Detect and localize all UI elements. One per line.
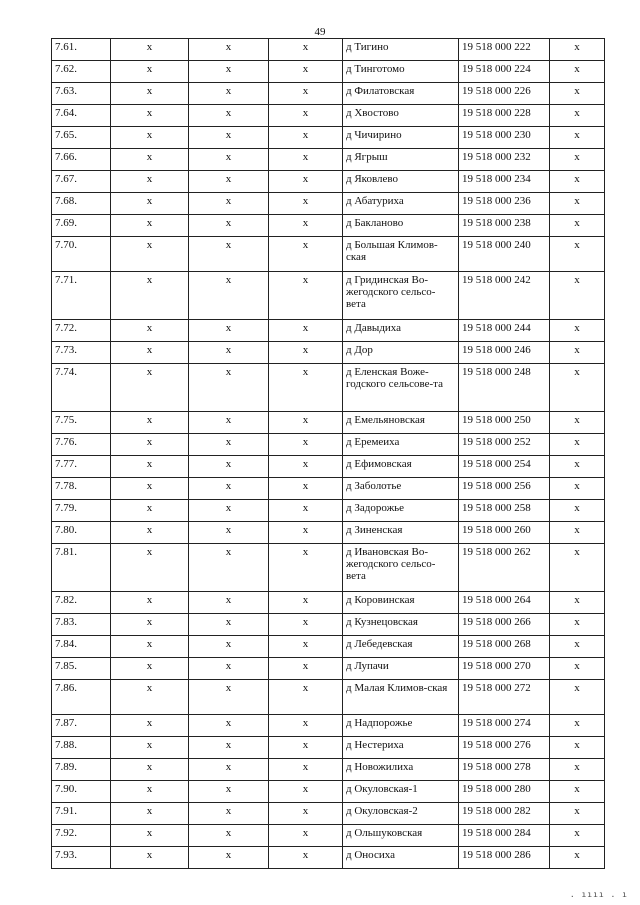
x-cell-4: x [550, 592, 605, 614]
row-number-cell: 7.76. [52, 434, 111, 456]
x-cell-2: x [189, 215, 269, 237]
oktmo-code-cell: 19 518 000 250 [459, 412, 550, 434]
x-cell-4: x [550, 759, 605, 781]
settlement-name-cell: д Большая Климов-ская [343, 237, 459, 272]
x-cell-1: x [111, 803, 189, 825]
x-cell-1: x [111, 759, 189, 781]
oktmo-code-cell: 19 518 000 256 [459, 478, 550, 500]
x-cell-3: x [269, 83, 343, 105]
settlement-name-cell: д Оносиха [343, 847, 459, 869]
x-cell-4: x [550, 342, 605, 364]
settlement-name-cell: д Тигино [343, 39, 459, 61]
page-number: 49 [314, 26, 326, 38]
settlement-name-cell: д Нестериха [343, 737, 459, 759]
x-cell-3: x [269, 215, 343, 237]
oktmo-code-cell: 19 518 000 258 [459, 500, 550, 522]
settlement-name-cell: д Еремеиха [343, 434, 459, 456]
row-number-cell: 7.66. [52, 149, 111, 171]
settlement-name-cell: д Чичирино [343, 127, 459, 149]
x-cell-2: x [189, 342, 269, 364]
x-cell-4: x [550, 636, 605, 658]
x-cell-4: x [550, 825, 605, 847]
x-cell-2: x [189, 61, 269, 83]
row-number-cell: 7.88. [52, 737, 111, 759]
settlement-name-cell: д Еленская Воже-годского сельсове-та [343, 364, 459, 412]
settlement-name-cell: д Давыдиха [343, 320, 459, 342]
x-cell-1: x [111, 522, 189, 544]
oktmo-code-cell: 19 518 000 238 [459, 215, 550, 237]
x-cell-1: x [111, 478, 189, 500]
oktmo-code-cell: 19 518 000 246 [459, 342, 550, 364]
x-cell-2: x [189, 500, 269, 522]
table-row [52, 658, 605, 680]
x-cell-2: x [189, 478, 269, 500]
oktmo-code-cell: 19 518 000 248 [459, 364, 550, 412]
x-cell-1: x [111, 320, 189, 342]
x-cell-4: x [550, 83, 605, 105]
x-cell-4: x [550, 715, 605, 737]
x-cell-3: x [269, 715, 343, 737]
oktmo-code-cell: 19 518 000 234 [459, 171, 550, 193]
x-cell-1: x [111, 412, 189, 434]
x-cell-4: x [550, 544, 605, 592]
settlement-name-cell: д Ягрыш [343, 149, 459, 171]
x-cell-2: x [189, 825, 269, 847]
row-number-cell: 7.62. [52, 61, 111, 83]
x-cell-3: x [269, 127, 343, 149]
x-cell-2: x [189, 364, 269, 412]
x-cell-4: x [550, 237, 605, 272]
oktmo-code-cell: 19 518 000 260 [459, 522, 550, 544]
row-number-cell: 7.93. [52, 847, 111, 869]
x-cell-4: x [550, 658, 605, 680]
row-number-cell: 7.90. [52, 781, 111, 803]
table-row [52, 737, 605, 759]
settlement-name-cell: д Ольшуковская [343, 825, 459, 847]
x-cell-4: x [550, 847, 605, 869]
x-cell-4: x [550, 614, 605, 636]
x-cell-3: x [269, 149, 343, 171]
table-row [52, 83, 605, 105]
x-cell-2: x [189, 636, 269, 658]
oktmo-code-cell: 19 518 000 240 [459, 237, 550, 272]
table-row [52, 825, 605, 847]
x-cell-2: x [189, 614, 269, 636]
x-cell-4: x [550, 320, 605, 342]
row-number-cell: 7.80. [52, 522, 111, 544]
table-row [52, 61, 605, 83]
x-cell-3: x [269, 478, 343, 500]
x-cell-3: x [269, 39, 343, 61]
table-row [52, 781, 605, 803]
table-row [52, 522, 605, 544]
x-cell-1: x [111, 737, 189, 759]
x-cell-4: x [550, 193, 605, 215]
row-number-cell: 7.61. [52, 39, 111, 61]
settlement-name-cell: д Кузнецовская [343, 614, 459, 636]
row-number-cell: 7.87. [52, 715, 111, 737]
x-cell-4: x [550, 215, 605, 237]
oktmo-code-cell: 19 518 000 268 [459, 636, 550, 658]
x-cell-4: x [550, 105, 605, 127]
x-cell-2: x [189, 456, 269, 478]
oktmo-code-cell: 19 518 000 262 [459, 544, 550, 592]
x-cell-3: x [269, 364, 343, 412]
oktmo-code-cell: 19 518 000 270 [459, 658, 550, 680]
settlement-name-cell: д Лупачи [343, 658, 459, 680]
settlement-name-cell: д Абатуриха [343, 193, 459, 215]
x-cell-3: x [269, 614, 343, 636]
table-row [52, 39, 605, 61]
oktmo-code-cell: 19 518 000 224 [459, 61, 550, 83]
x-cell-1: x [111, 272, 189, 320]
x-cell-3: x [269, 105, 343, 127]
settlement-name-cell: д Хвостово [343, 105, 459, 127]
table-row [52, 478, 605, 500]
oktmo-code-cell: 19 518 000 222 [459, 39, 550, 61]
x-cell-1: x [111, 456, 189, 478]
settlement-name-cell: д Лебедевская [343, 636, 459, 658]
x-cell-2: x [189, 127, 269, 149]
x-cell-2: x [189, 171, 269, 193]
oktmo-code-cell: 19 518 000 284 [459, 825, 550, 847]
x-cell-2: x [189, 434, 269, 456]
x-cell-3: x [269, 320, 343, 342]
table-body [52, 39, 605, 869]
row-number-cell: 7.69. [52, 215, 111, 237]
x-cell-3: x [269, 237, 343, 272]
row-number-cell: 7.85. [52, 658, 111, 680]
table-row [52, 215, 605, 237]
table-row [52, 171, 605, 193]
x-cell-3: x [269, 171, 343, 193]
x-cell-4: x [550, 522, 605, 544]
oktmo-code-cell: 19 518 000 280 [459, 781, 550, 803]
oktmo-code-cell: 19 518 000 232 [459, 149, 550, 171]
row-number-cell: 7.83. [52, 614, 111, 636]
x-cell-3: x [269, 847, 343, 869]
x-cell-2: x [189, 592, 269, 614]
row-number-cell: 7.92. [52, 825, 111, 847]
oktmo-code-cell: 19 518 000 286 [459, 847, 550, 869]
x-cell-1: x [111, 193, 189, 215]
row-number-cell: 7.64. [52, 105, 111, 127]
settlement-name-cell: д Ефимовская [343, 456, 459, 478]
row-number-cell: 7.63. [52, 83, 111, 105]
x-cell-2: x [189, 759, 269, 781]
settlements-table [51, 38, 605, 869]
table-row [52, 715, 605, 737]
x-cell-3: x [269, 636, 343, 658]
x-cell-1: x [111, 215, 189, 237]
x-cell-1: x [111, 342, 189, 364]
x-cell-2: x [189, 412, 269, 434]
row-number-cell: 7.65. [52, 127, 111, 149]
x-cell-1: x [111, 680, 189, 715]
x-cell-3: x [269, 737, 343, 759]
x-cell-1: x [111, 636, 189, 658]
table-row [52, 847, 605, 869]
oktmo-code-cell: 19 518 000 276 [459, 737, 550, 759]
x-cell-3: x [269, 434, 343, 456]
settlement-name-cell: д Бакланово [343, 215, 459, 237]
oktmo-code-cell: 19 518 000 266 [459, 614, 550, 636]
row-number-cell: 7.73. [52, 342, 111, 364]
x-cell-1: x [111, 847, 189, 869]
settlement-name-cell: д Заболотье [343, 478, 459, 500]
row-number-cell: 7.82. [52, 592, 111, 614]
settlement-name-cell: д Окуловская-2 [343, 803, 459, 825]
x-cell-1: x [111, 658, 189, 680]
x-cell-2: x [189, 544, 269, 592]
row-number-cell: 7.67. [52, 171, 111, 193]
x-cell-4: x [550, 434, 605, 456]
x-cell-1: x [111, 434, 189, 456]
row-number-cell: 7.78. [52, 478, 111, 500]
x-cell-2: x [189, 105, 269, 127]
x-cell-2: x [189, 83, 269, 105]
x-cell-4: x [550, 500, 605, 522]
x-cell-4: x [550, 364, 605, 412]
x-cell-3: x [269, 61, 343, 83]
table-row [52, 456, 605, 478]
row-number-cell: 7.84. [52, 636, 111, 658]
table-row [52, 544, 605, 592]
settlement-name-cell: д Новожилиха [343, 759, 459, 781]
x-cell-2: x [189, 193, 269, 215]
x-cell-1: x [111, 105, 189, 127]
x-cell-3: x [269, 680, 343, 715]
x-cell-2: x [189, 658, 269, 680]
table-row [52, 364, 605, 412]
x-cell-1: x [111, 825, 189, 847]
x-cell-4: x [550, 61, 605, 83]
x-cell-4: x [550, 456, 605, 478]
x-cell-4: x [550, 737, 605, 759]
settlement-name-cell: д Коровинская [343, 592, 459, 614]
x-cell-4: x [550, 149, 605, 171]
x-cell-2: x [189, 237, 269, 272]
oktmo-code-cell: 19 518 000 272 [459, 680, 550, 715]
table-row [52, 500, 605, 522]
scan-mark: . ıııı . ı [569, 890, 628, 899]
table-row [52, 320, 605, 342]
x-cell-2: x [189, 781, 269, 803]
x-cell-4: x [550, 478, 605, 500]
oktmo-code-cell: 19 518 000 230 [459, 127, 550, 149]
x-cell-2: x [189, 320, 269, 342]
x-cell-1: x [111, 364, 189, 412]
x-cell-2: x [189, 803, 269, 825]
settlement-name-cell: д Филатовская [343, 83, 459, 105]
x-cell-3: x [269, 342, 343, 364]
table-row [52, 342, 605, 364]
settlement-name-cell: д Дор [343, 342, 459, 364]
x-cell-1: x [111, 614, 189, 636]
oktmo-code-cell: 19 518 000 236 [459, 193, 550, 215]
x-cell-2: x [189, 39, 269, 61]
x-cell-3: x [269, 456, 343, 478]
row-number-cell: 7.71. [52, 272, 111, 320]
settlement-name-cell: д Ивановская Во-жегодского сельсо-вета [343, 544, 459, 592]
x-cell-3: x [269, 522, 343, 544]
row-number-cell: 7.77. [52, 456, 111, 478]
row-number-cell: 7.75. [52, 412, 111, 434]
x-cell-1: x [111, 592, 189, 614]
x-cell-1: x [111, 61, 189, 83]
row-number-cell: 7.91. [52, 803, 111, 825]
settlement-name-cell: д Надпорожье [343, 715, 459, 737]
x-cell-1: x [111, 149, 189, 171]
x-cell-3: x [269, 193, 343, 215]
table-row [52, 105, 605, 127]
x-cell-3: x [269, 781, 343, 803]
row-number-cell: 7.74. [52, 364, 111, 412]
x-cell-4: x [550, 171, 605, 193]
x-cell-1: x [111, 544, 189, 592]
x-cell-3: x [269, 500, 343, 522]
settlement-name-cell: д Зиненская [343, 522, 459, 544]
x-cell-3: x [269, 759, 343, 781]
x-cell-3: x [269, 803, 343, 825]
settlement-name-cell: д Тинготомо [343, 61, 459, 83]
oktmo-code-cell: 19 518 000 254 [459, 456, 550, 478]
x-cell-1: x [111, 171, 189, 193]
settlement-name-cell: д Задорожье [343, 500, 459, 522]
row-number-cell: 7.79. [52, 500, 111, 522]
x-cell-3: x [269, 658, 343, 680]
x-cell-1: x [111, 83, 189, 105]
settlement-name-cell: д Яковлево [343, 171, 459, 193]
oktmo-code-cell: 19 518 000 244 [459, 320, 550, 342]
x-cell-1: x [111, 500, 189, 522]
table-row [52, 434, 605, 456]
row-number-cell: 7.72. [52, 320, 111, 342]
x-cell-4: x [550, 781, 605, 803]
x-cell-2: x [189, 149, 269, 171]
row-number-cell: 7.68. [52, 193, 111, 215]
table-row [52, 592, 605, 614]
table-row [52, 237, 605, 272]
x-cell-3: x [269, 544, 343, 592]
x-cell-2: x [189, 737, 269, 759]
x-cell-1: x [111, 127, 189, 149]
oktmo-code-cell: 19 518 000 274 [459, 715, 550, 737]
settlement-name-cell: д Окуловская-1 [343, 781, 459, 803]
table-row [52, 193, 605, 215]
oktmo-code-cell: 19 518 000 264 [459, 592, 550, 614]
row-number-cell: 7.81. [52, 544, 111, 592]
x-cell-3: x [269, 272, 343, 320]
table-row [52, 759, 605, 781]
x-cell-2: x [189, 847, 269, 869]
x-cell-2: x [189, 680, 269, 715]
oktmo-code-cell: 19 518 000 252 [459, 434, 550, 456]
table-row [52, 803, 605, 825]
table-row [52, 127, 605, 149]
x-cell-4: x [550, 272, 605, 320]
row-number-cell: 7.86. [52, 680, 111, 715]
x-cell-1: x [111, 39, 189, 61]
x-cell-3: x [269, 592, 343, 614]
x-cell-1: x [111, 237, 189, 272]
settlement-name-cell: д Емельяновская [343, 412, 459, 434]
x-cell-4: x [550, 803, 605, 825]
x-cell-4: x [550, 127, 605, 149]
settlement-name-cell: д Малая Климов-ская [343, 680, 459, 715]
x-cell-2: x [189, 272, 269, 320]
x-cell-3: x [269, 412, 343, 434]
settlement-name-cell: д Гридинская Во-жегодского сельсо-вета [343, 272, 459, 320]
x-cell-1: x [111, 715, 189, 737]
x-cell-1: x [111, 781, 189, 803]
oktmo-code-cell: 19 518 000 228 [459, 105, 550, 127]
table-row [52, 149, 605, 171]
x-cell-2: x [189, 715, 269, 737]
oktmo-code-cell: 19 518 000 242 [459, 272, 550, 320]
oktmo-code-cell: 19 518 000 278 [459, 759, 550, 781]
x-cell-4: x [550, 39, 605, 61]
x-cell-4: x [550, 412, 605, 434]
table-row [52, 680, 605, 715]
row-number-cell: 7.89. [52, 759, 111, 781]
table-row [52, 636, 605, 658]
x-cell-3: x [269, 825, 343, 847]
x-cell-2: x [189, 522, 269, 544]
table-row [52, 614, 605, 636]
row-number-cell: 7.70. [52, 237, 111, 272]
oktmo-code-cell: 19 518 000 226 [459, 83, 550, 105]
table-row [52, 412, 605, 434]
x-cell-4: x [550, 680, 605, 715]
oktmo-code-cell: 19 518 000 282 [459, 803, 550, 825]
table-row [52, 272, 605, 320]
